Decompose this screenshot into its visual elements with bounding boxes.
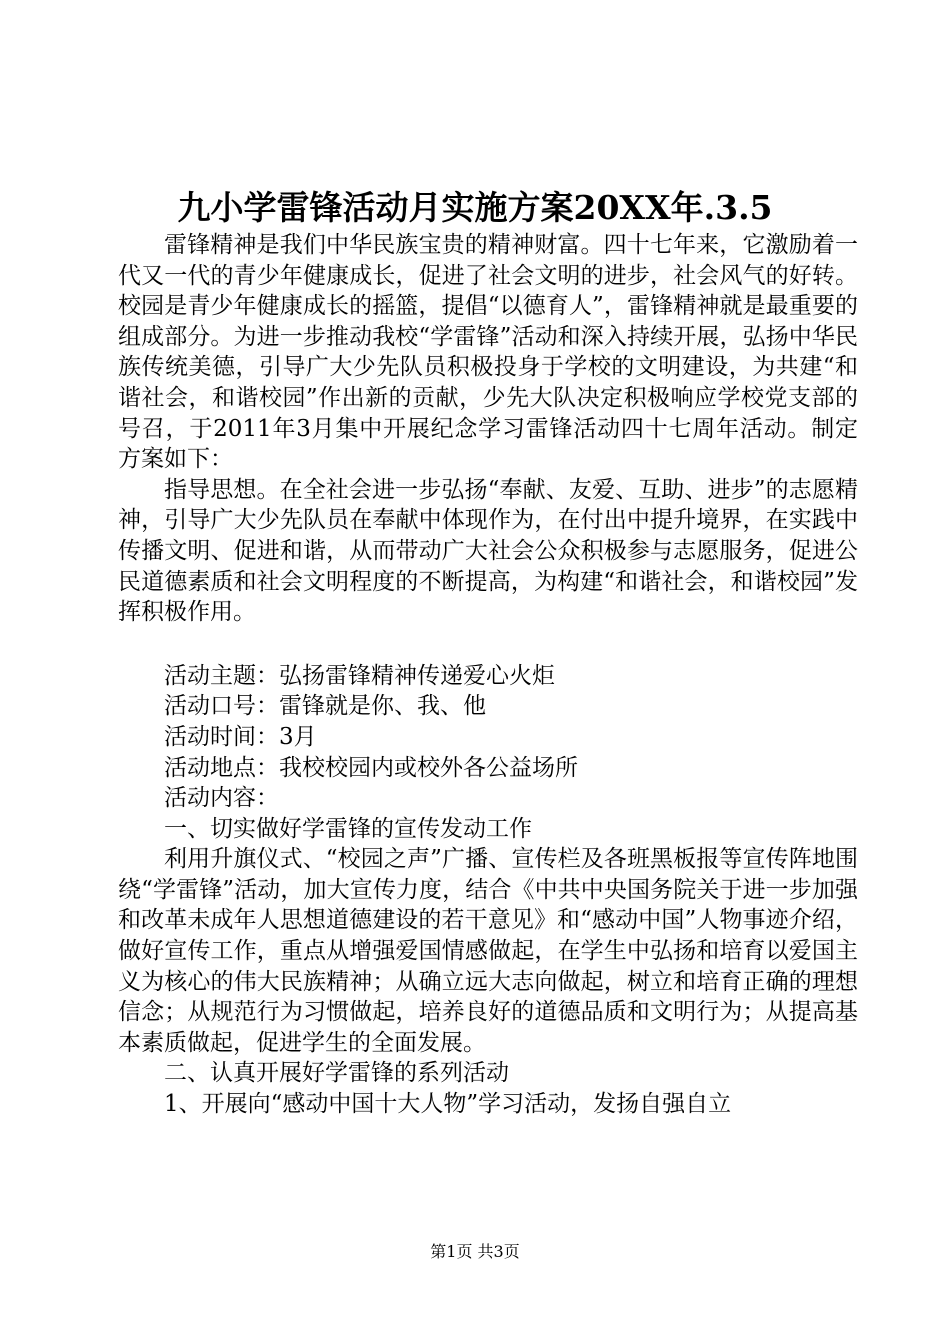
page-footer: 第1页 共3页 — [430, 1242, 520, 1261]
paragraph-guiding-thought: 指导思想。在全社会进一步弘扬“奉献、友爱、互助、进步”的志愿精神，引导广大少先队员在奉献中体现作为，在付出中提升境界，在实践中传播文明、促进和谐，从而带动广大社会公众积极参与志愿服务，促进公民道德素质和社会文明程度的不断提高，为构建“和谐社会，和谐校园”发挥积极作用。 — [118, 476, 858, 626]
section-heading-2: 二、认真开展好学雷锋的系列活动 — [164, 1060, 509, 1087]
blank-line — [118, 628, 858, 661]
activity-time: 活动时间：3月 — [164, 723, 317, 750]
section-heading-1: 一、切实做好学雷锋的宣传发动工作 — [164, 815, 532, 842]
activity-content-heading: 活动内容： — [164, 785, 279, 812]
activity-theme: 活动主题：弘扬雷锋精神传递爱心火炬 — [164, 662, 555, 689]
activity-slogan: 活动口号：雷锋就是你、我、他 — [164, 693, 486, 720]
list-item-1: 1、开展向“感动中国十大人物”学习活动，发扬自强自立 — [164, 1091, 732, 1118]
paragraph-intro: 雷锋精神是我们中华民族宝贵的精神财富。四十七年来，它激励着一代又一代的青少年健康成长，促进了社会文明的进步，社会风气的好转。校园是青少年健康成长的摇篮，提倡“以德育人”，雷锋精神就是最重要的组成部分。为进一步推动我校“学雷锋”活动和深入持续开展，弘扬中华民族传统美德，引导广大少先队员积极投身于学校的文明建设，为共建“和谐社会，和谐校园”作出新的贡献，少先大队决定积极响应学校党支部的号召，于2011年3月集中开展纪念学习雷锋活动四十七周年活动。制定方案如下： — [118, 232, 858, 473]
document-title: 九小学雷锋活动月实施方案20XX年.3.5 — [177, 188, 773, 227]
document-body — [118, 230, 858, 1120]
activity-location: 活动地点：我校校园内或校外各公益场所 — [164, 754, 578, 781]
paragraph-publicity: 利用升旗仪式、“校园之声”广播、宣传栏及各班黑板报等宣传阵地围绕“学雷锋”活动，加大宣传力度，结合《中共中央国务院关于进一步加强和改革未成年人思想道德建设的若干意见》和“感动中国”人物事迹介绍，做好宣传工作，重点从增强爱国情感做起，在学生中弘扬和培育以爱国主义为核心的伟大民族精神；从确立远大志向做起，树立和培育正确的理想信念；从规范行为习惯做起，培养良好的道德品质和文明行为；从提高基本素质做起，促进学生的全面发展。 — [118, 846, 858, 1056]
